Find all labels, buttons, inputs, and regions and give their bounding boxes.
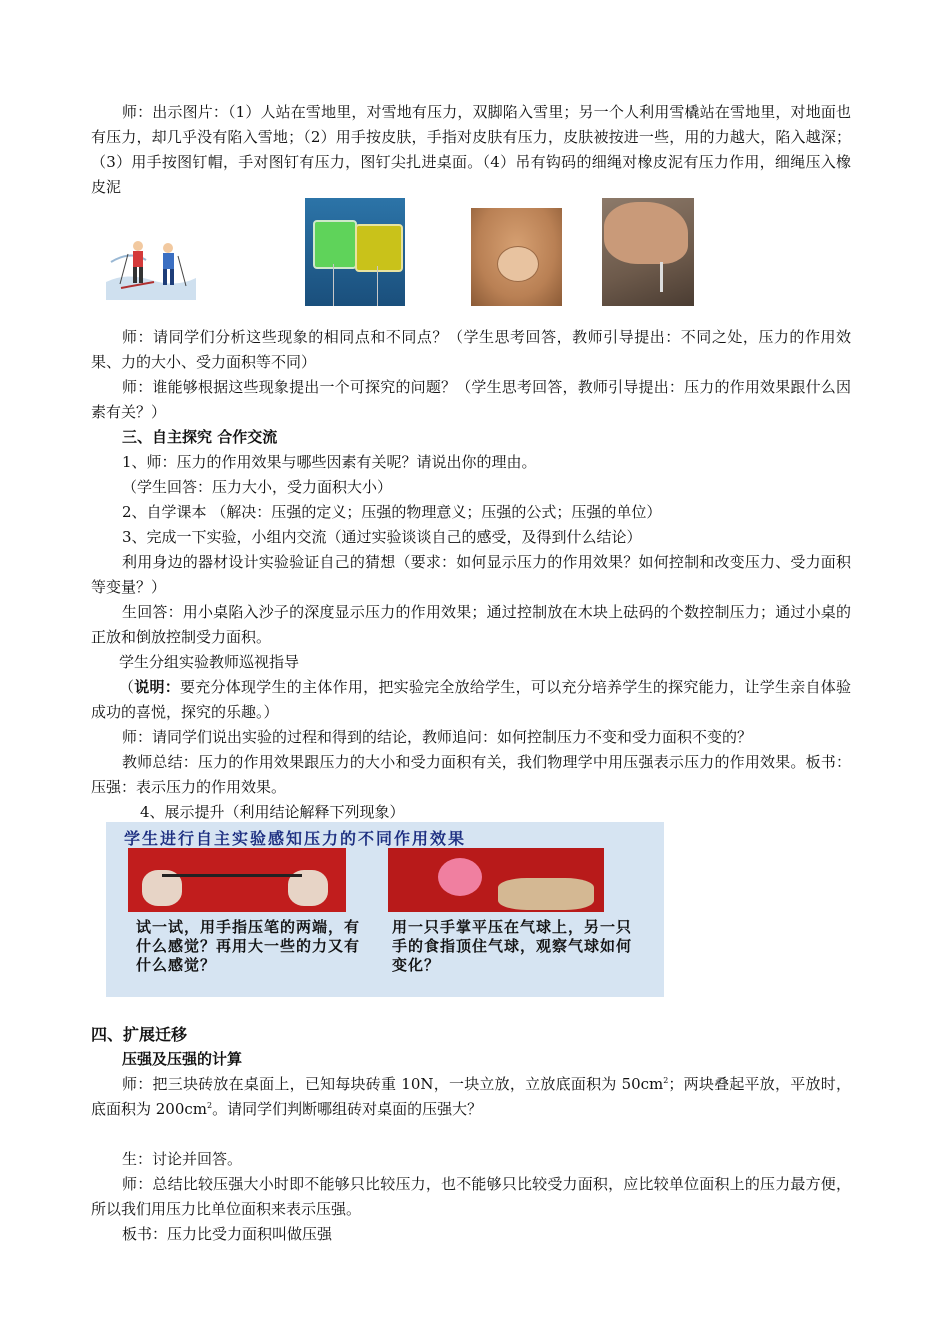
paragraph-student-reply: 生回答：用小桌陷入沙子的深度显示压力的作用效果；通过控制放在木块上砝码的个数控制压力；通过小桌的正放和倒放控制受力面积。 <box>91 603 851 646</box>
figure-left-text: 试一试，用手指压笔的两端，有什么感觉？再用大一些的力又有什么感觉？ <box>136 918 361 974</box>
paragraph-question: 师：谁能够根据这些现象提出一个可探究的问题？（学生思考回答，教师引导提出：压力的作用效果跟什么因素有关？） <box>91 378 851 421</box>
paragraph-student-answer: （学生回答：压力大小，受力面积大小） <box>122 478 393 496</box>
note-label: 说明： <box>134 678 181 696</box>
paragraph-analysis: 师：请同学们分析这些现象的相同点和不同点？（学生思考回答，教师引导提出：不同之处，压力的作用效果、力的大小、受力面积等不同） <box>91 328 851 371</box>
balloon-press-photo <box>388 848 604 912</box>
paragraph-step4: 4、展示提升（利用结论解释下列现象） <box>140 803 405 821</box>
paragraph-board: 板书：压力比受力面积叫做压强 <box>122 1225 333 1243</box>
experiment-figure <box>106 822 664 997</box>
section-heading-3: 三、自主探究 合作交流 <box>122 428 278 446</box>
figure-right-text: 用一只手掌平压在气球上，另一只手的食指顶住气球，观察气球如何变化？ <box>392 918 633 974</box>
figure-caption: 学生进行自主实验感知压力的不同作用效果 <box>124 829 467 848</box>
paragraph-teacher-ask: 师：请同学们说出实验的过程和得到的结论，教师追问：如何控制压力不变和受力面积不变的？ <box>122 728 753 746</box>
paragraph-note: （说明：要充分体现学生的主体作用，把实验完全放给学生，可以充分培养学生的探究能力，让学生亲自体验成功的喜悦，探究的乐趣。） <box>91 678 851 721</box>
paragraph-step1: 1、师：压力的作用效果与哪些因素有关呢？请说出你的理由。 <box>122 453 537 471</box>
finger-press-skin-photo <box>471 208 562 306</box>
paragraph-discuss: 生：讨论并回答。 <box>122 1150 243 1168</box>
paragraph-summary: 教师总结：压力的作用效果跟压力的大小和受力面积有关，我们物理学中用压强表示压力的作用效果。板书：压强：表示压力的作用效果。 <box>91 753 851 796</box>
paragraph-bricks: 师：把三块砖放在桌面上，已知每块砖重 10N，一块立放，立放底面积为 $50cm^2$；两块叠起平放，平放时，底面积为 $200cm^2$。请同学们判断哪组砖对桌面的压强大？ <box>91 1075 851 1118</box>
plasticine-string-photo <box>305 198 405 306</box>
paragraph-conclusion: 师：总结比较压强大小时即不能够只比较压力，也不能够只比较受力面积，应比较单位面积上的压力最方便，所以我们用压力比单位面积来表示压强。 <box>91 1175 851 1218</box>
subsection-heading: 压强及压强的计算 <box>122 1050 243 1068</box>
section-heading-4: 四、扩展迁移 <box>91 1025 188 1044</box>
skier-illustration <box>106 232 196 300</box>
pen-press-photo <box>128 848 346 912</box>
note-text: 要充分体现学生的主体作用，把实验完全放给学生，可以充分培养学生的探究能力，让学生亲自体验成功的喜悦，探究的乐趣。） <box>91 678 851 721</box>
paragraph-step3: 3、完成一下实验，小组内交流（通过实验谈谈自己的感受，及得到什么结论） <box>122 528 642 546</box>
paragraph-step2: 2、自学课本 （解决：压强的定义；压强的物理意义；压强的公式；压强的单位） <box>122 503 662 521</box>
thumbtack-press-photo <box>602 198 694 306</box>
paragraph-design: 利用身边的器材设计实验验证自己的猜想（要求：如何显示压力的作用效果？如何控制和改变压力、受力面积等变量？） <box>91 553 851 596</box>
paragraph-intro-images: 师：出示图片：（1）人站在雪地里，对雪地有压力，双脚陷入雪里；另一个人利用雪橇站在雪地里，对地面也有压力，却几乎没有陷入雪地；（2）用手按皮肤，手指对皮肤有压力，皮肤被按进一些，用的力越大，陷入越深；（3）用手按图钉帽，手对图钉有压力，图钉尖扎进桌面。（4）吊有钩码的细绳对橡皮泥有压力作用，细绳压入橡皮泥 <box>91 103 851 196</box>
paragraph-group-experiment: 学生分组实验教师巡视指导 <box>119 653 300 671</box>
